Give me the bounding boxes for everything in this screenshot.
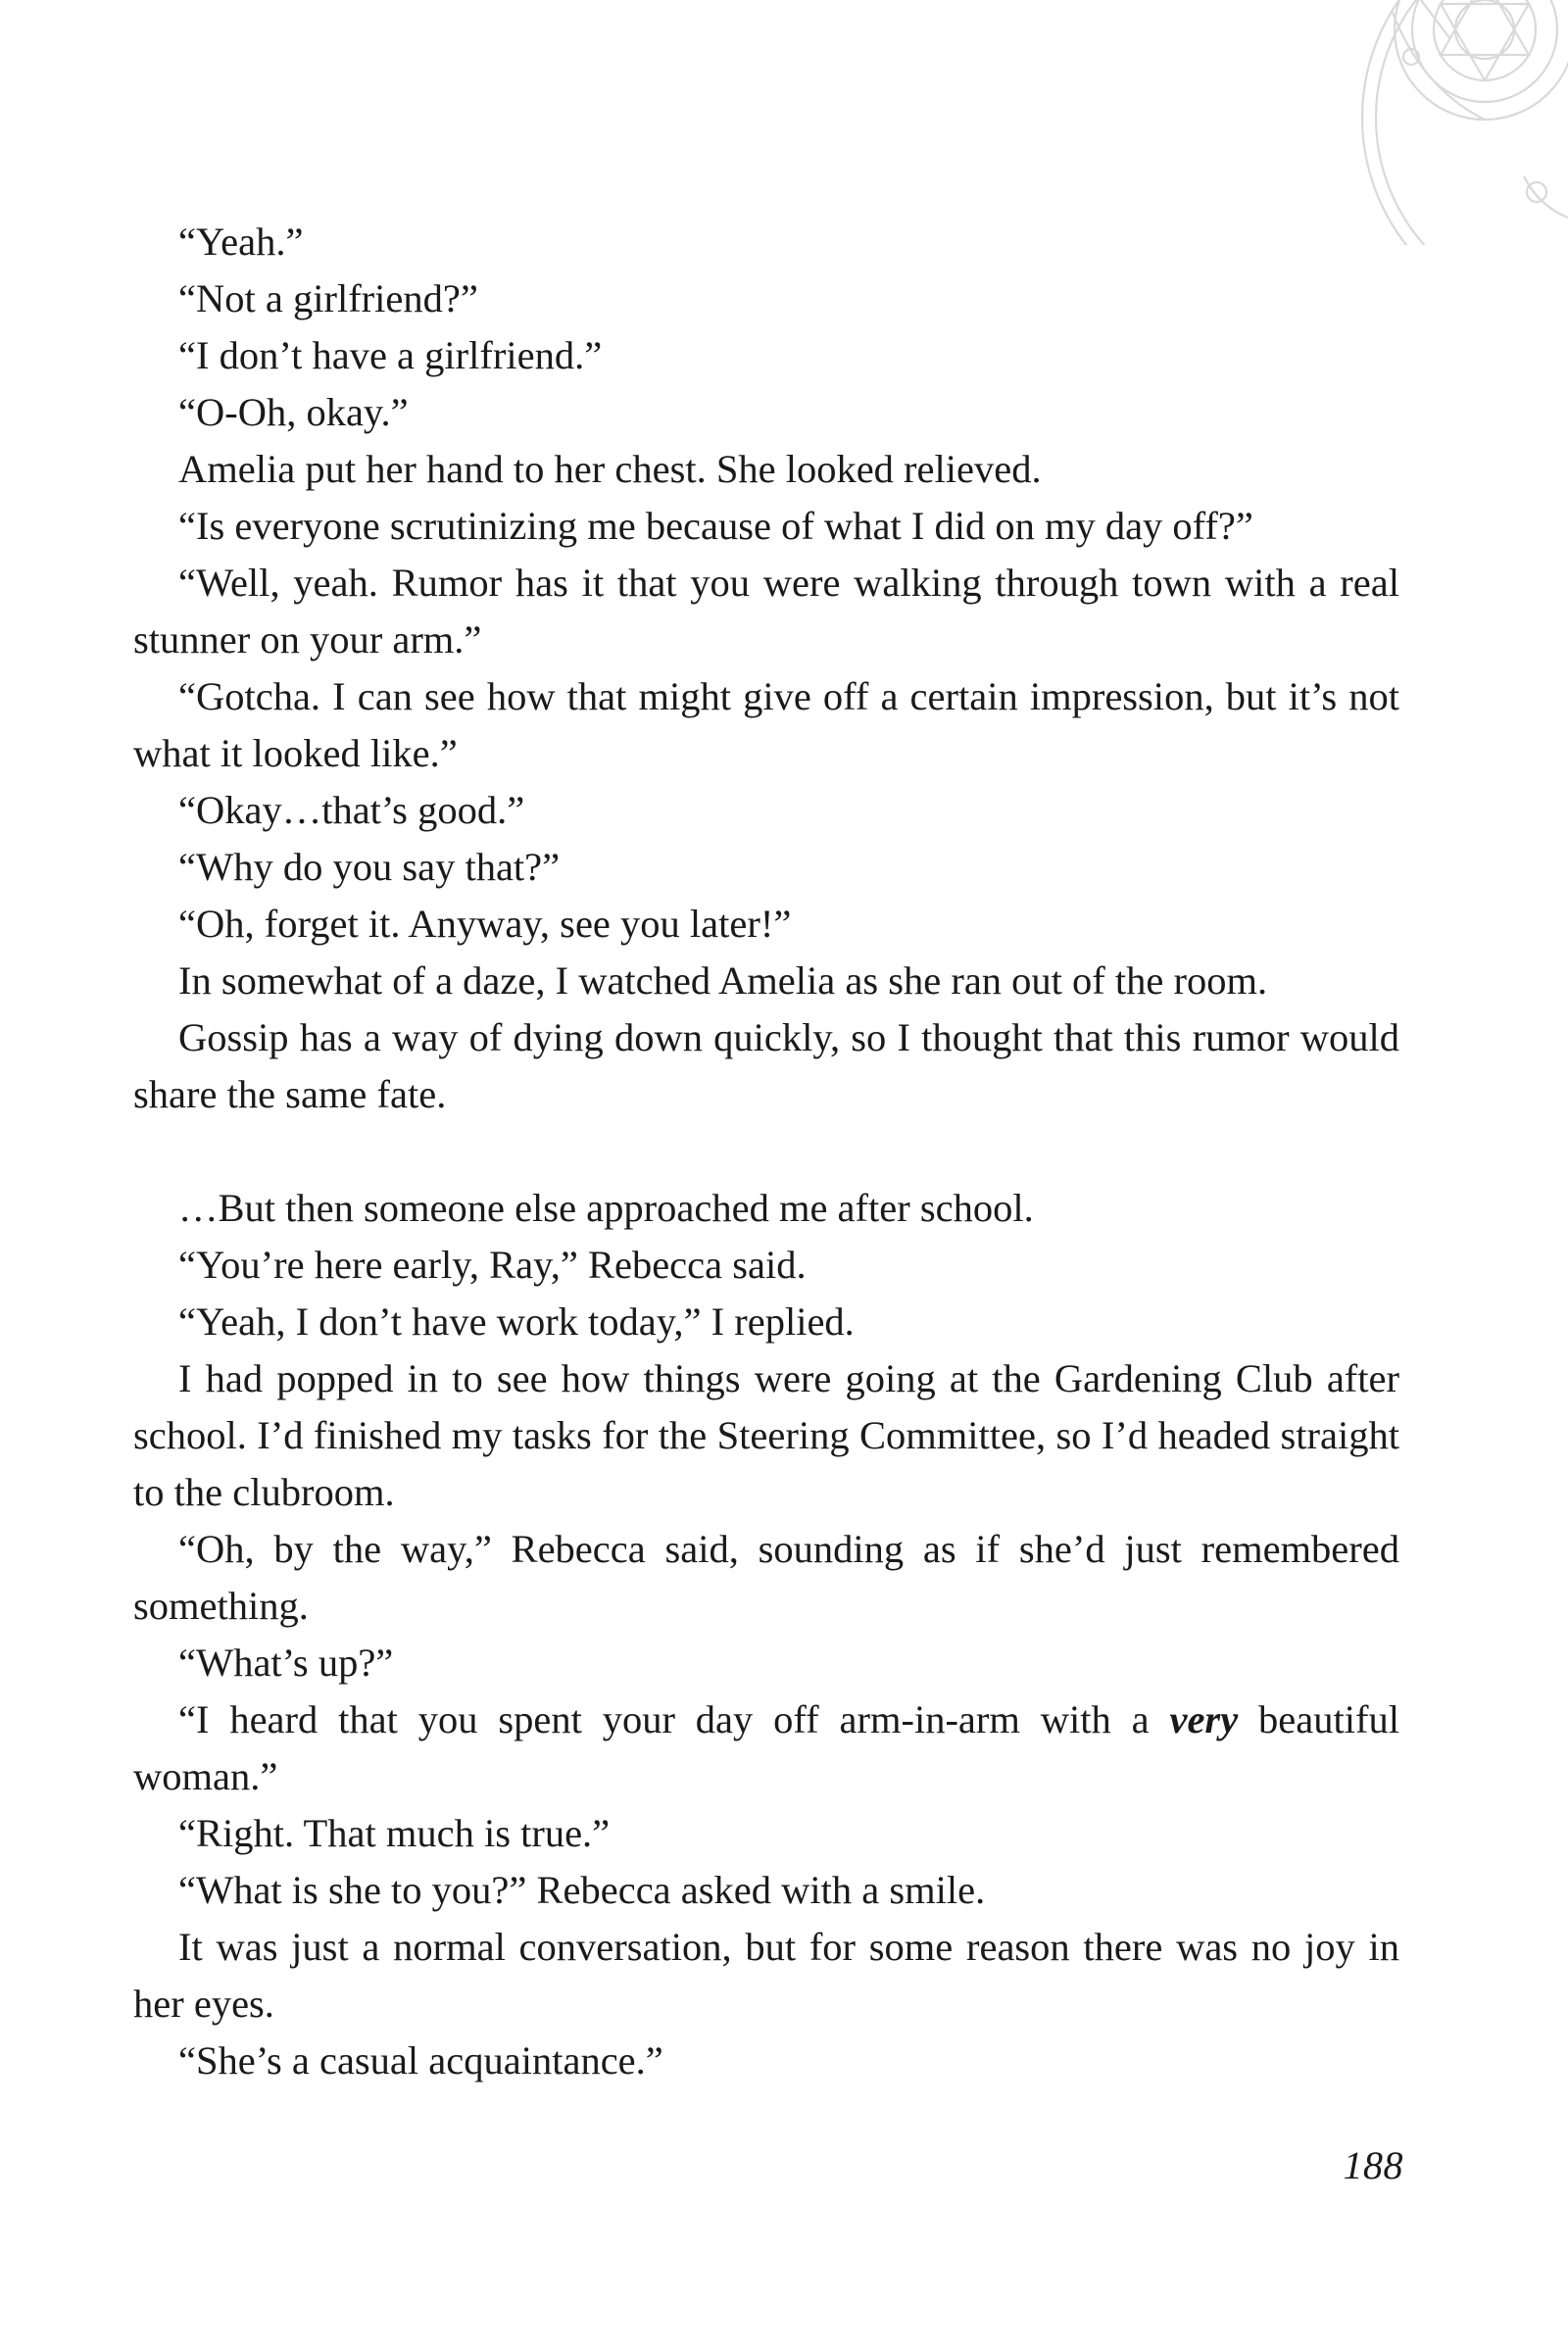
paragraph: “Why do you say that?” xyxy=(178,845,561,889)
paragraph: “I don’t have a girlfriend.” xyxy=(178,333,603,377)
paragraph: “She’s a casual acquaintance.” xyxy=(178,2038,663,2082)
paragraph: “Is everyone scrutinizing me because of what I did on my day off?” xyxy=(178,504,1253,548)
paragraph: “Oh, forget it. Anyway, see you later!” xyxy=(178,902,792,946)
body-text xyxy=(133,214,1399,2089)
paragraph: Gossip has a way of dying down quickly, so I thought that this rumor would share the same fate. xyxy=(133,1015,1399,1116)
paragraph: “What is she to you?” Rebecca asked with a smile. xyxy=(178,1868,986,1912)
scene-break xyxy=(133,1123,1399,1180)
paragraph: “O-Oh, okay.” xyxy=(178,390,409,434)
paragraph: “Not a girlfriend?” xyxy=(178,276,478,320)
paragraph-with-emphasis xyxy=(133,1691,1399,1805)
paragraph: In somewhat of a daze, I watched Amelia as she ran out of the room. xyxy=(178,958,1268,1003)
emphasis-trail-text: beautiful woman.” xyxy=(133,1697,1399,1798)
paragraph: It was just a normal conversation, but for some reason there was no joy in her eyes. xyxy=(133,1925,1399,2026)
emphasized-word: very xyxy=(1169,1697,1239,1741)
paragraph: Amelia put her hand to her chest. She looked relieved. xyxy=(178,447,1042,491)
paragraph: “Yeah, I don’t have work today,” I replied. xyxy=(178,1299,855,1344)
paragraph: “Right. That much is true.” xyxy=(178,1811,611,1855)
paragraph: “What’s up?” xyxy=(178,1641,394,1685)
page-number: 188 xyxy=(1343,2143,1403,2187)
magic-circle-icon xyxy=(1274,0,1568,245)
paragraph: “Well, yeah. Rumor has it that you were walking through town with a real stunner on your arm.” xyxy=(133,561,1399,662)
paragraph: “Oh, by the way,” Rebecca said, sounding as if she’d just remembered something. xyxy=(133,1527,1399,1628)
paragraph: “You’re here early, Ray,” Rebecca said. xyxy=(178,1243,807,1287)
emphasis-lead-text: “I heard that you spent your day off arm-in-arm with a xyxy=(178,1697,1170,1741)
paragraph: “Gotcha. I can see how that might give off a certain impression, but it’s not what it looked like.” xyxy=(133,674,1399,775)
paragraph: “Okay…that’s good.” xyxy=(178,788,525,832)
paragraph: I had popped in to see how things were going at the Gardening Club after school. I’d finished my tasks for the Steering Committee, so I’d headed straight to the clubroom. xyxy=(133,1356,1399,1514)
paragraph: “Yeah.” xyxy=(178,220,304,264)
paragraph: …But then someone else approached me after school. xyxy=(178,1186,1034,1230)
